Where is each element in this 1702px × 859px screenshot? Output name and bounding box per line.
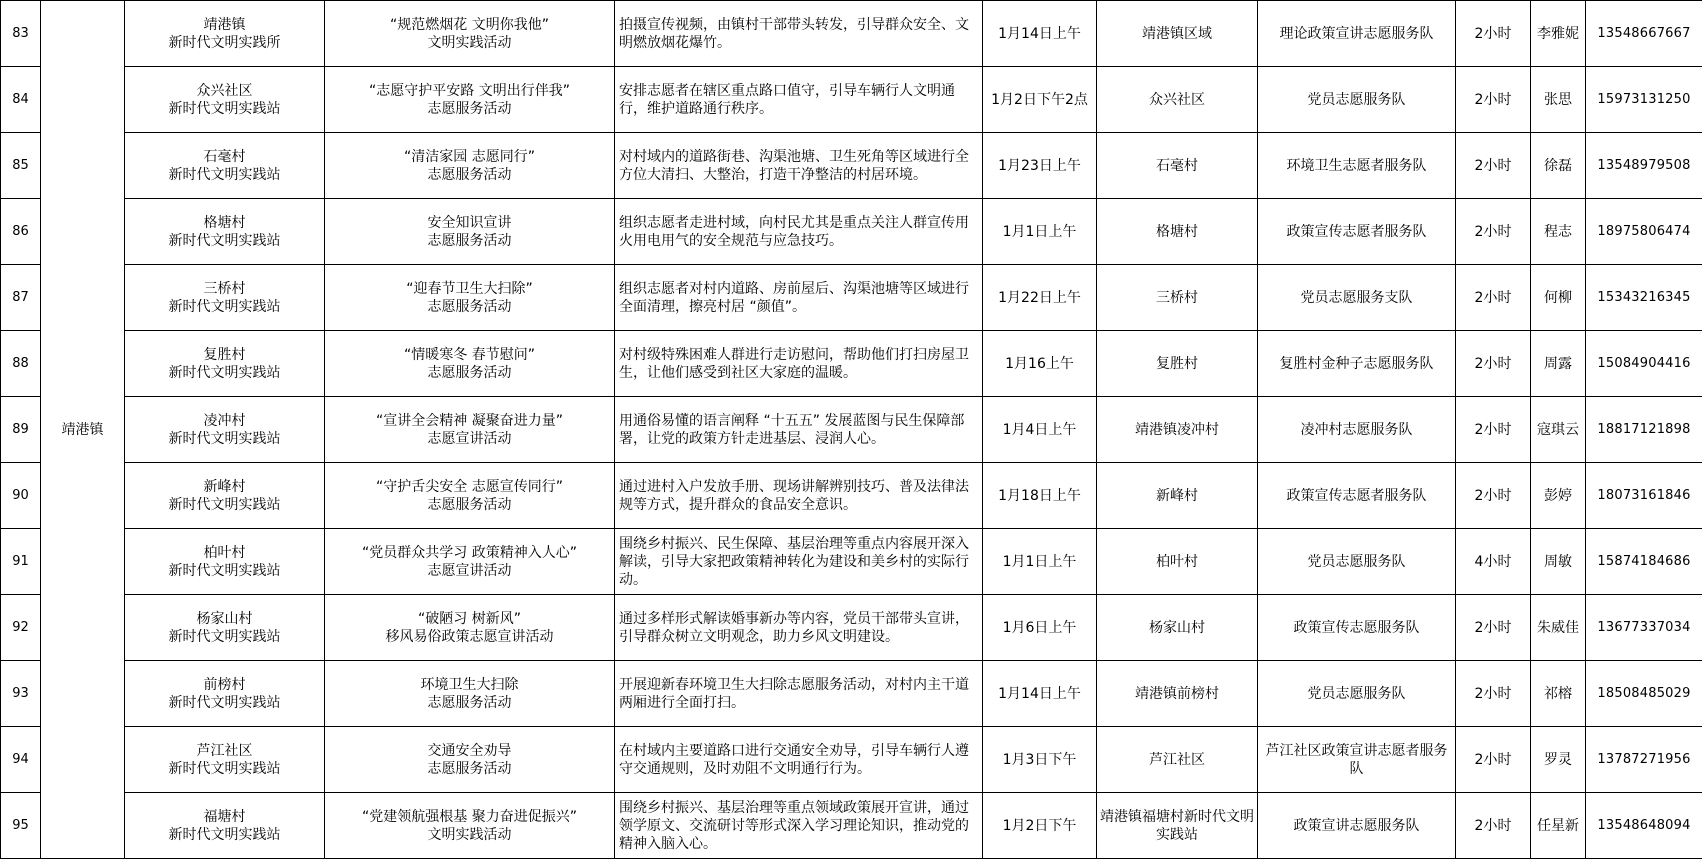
service-team: 党员志愿服务队 (1258, 67, 1456, 133)
practice-unit-line: 靖港镇 (203, 16, 246, 33)
activity-name-line: “党员群众共学习 政策精神入人心” (362, 544, 577, 561)
practice-unit-line: 新时代文明实践站 (168, 826, 281, 843)
contact-phone: 13787271956 (1586, 727, 1702, 793)
row-number: 83 (1, 1, 41, 67)
activity-place: 复胜村 (1097, 331, 1258, 397)
activity-name-line: 志愿服务活动 (427, 694, 512, 711)
activity-name-line: 志愿服务活动 (427, 364, 512, 381)
activity-name (325, 331, 615, 397)
practice-unit-line: 新时代文明实践站 (168, 628, 281, 645)
duration: 2小时 (1456, 793, 1531, 859)
contact-person: 徐磊 (1531, 133, 1586, 199)
practice-unit (125, 331, 325, 397)
practice-unit-line: 新峰村 (203, 478, 246, 495)
practice-unit-line: 新时代文明实践站 (168, 364, 281, 381)
activity-name-line: 移风易俗政策志愿宣讲活动 (385, 628, 554, 645)
activity-name-line: 志愿服务活动 (427, 232, 512, 249)
practice-unit (125, 727, 325, 793)
activity-place: 芦江社区 (1097, 727, 1258, 793)
contact-person: 周露 (1531, 331, 1586, 397)
practice-unit-line: 新时代文明实践站 (168, 760, 281, 777)
service-team: 政策宣传志愿者服务队 (1258, 463, 1456, 529)
activity-content: 组织志愿者对村内道路、房前屋后、沟渠池塘等区域进行全面清理，擦亮村居 “颜值”。 (615, 265, 983, 331)
duration: 2小时 (1456, 265, 1531, 331)
activity-time: 1月1日上午 (983, 199, 1097, 265)
practice-unit (125, 133, 325, 199)
service-team: 凌冲村志愿服务队 (1258, 397, 1456, 463)
practice-unit-line: 众兴社区 (196, 82, 253, 99)
activity-place: 靖港镇前榜村 (1097, 661, 1258, 727)
table-row (1, 133, 1702, 199)
duration: 2小时 (1456, 199, 1531, 265)
activity-name (325, 265, 615, 331)
activity-time: 1月14日上午 (983, 1, 1097, 67)
activity-place: 靖港镇区域 (1097, 1, 1258, 67)
table-row (1, 529, 1702, 595)
activity-name (325, 397, 615, 463)
activity-time: 1月3日下午 (983, 727, 1097, 793)
activity-time: 1月4日上午 (983, 397, 1097, 463)
row-number: 94 (1, 727, 41, 793)
table-row (1, 1, 1702, 67)
activity-content: 通过进村入户发放手册、现场讲解辨别技巧、普及法律法规等方式，提升群众的食品安全意识。 (615, 463, 983, 529)
practice-unit-line: 福塘村 (203, 808, 246, 825)
practice-unit-line: 新时代文明实践站 (168, 430, 281, 447)
activity-content: 安排志愿者在辖区重点路口值守，引导车辆行人文明通行，维护道路通行秩序。 (615, 67, 983, 133)
practice-unit-line: 新时代文明实践所 (168, 34, 281, 51)
contact-person: 罗灵 (1531, 727, 1586, 793)
service-team: 环境卫生志愿者服务队 (1258, 133, 1456, 199)
practice-unit-line: 凌冲村 (203, 412, 246, 429)
contact-person: 彭婷 (1531, 463, 1586, 529)
duration: 2小时 (1456, 463, 1531, 529)
duration: 2小时 (1456, 661, 1531, 727)
contact-person: 李雅妮 (1531, 1, 1586, 67)
table-row (1, 793, 1702, 859)
activity-name (325, 595, 615, 661)
activity-name-line: “党建领航强根基 聚力奋进促振兴” (362, 808, 577, 825)
activity-name-line: “规范燃烟花 文明你我他” (390, 16, 549, 33)
contact-phone: 18508485029 (1586, 661, 1702, 727)
practice-unit (125, 793, 325, 859)
activity-place: 杨家山村 (1097, 595, 1258, 661)
activity-name (325, 661, 615, 727)
contact-person: 何柳 (1531, 265, 1586, 331)
contact-person: 程志 (1531, 199, 1586, 265)
service-team: 政策宣传志愿者服务队 (1258, 199, 1456, 265)
contact-phone: 13677337034 (1586, 595, 1702, 661)
contact-phone: 13548667667 (1586, 1, 1702, 67)
contact-phone: 15874184686 (1586, 529, 1702, 595)
activity-content: 围绕乡村振兴、民生保障、基层治理等重点内容展开深入解读，引导大家把政策精神转化为建设和美乡村的实际行动。 (615, 529, 983, 595)
activity-name (325, 529, 615, 595)
activity-name (325, 133, 615, 199)
activity-content: 用通俗易懂的语言阐释 “十五五” 发展蓝图与民生保障部署，让党的政策方针走进基层、浸润人心。 (615, 397, 983, 463)
activity-name-line: 交通安全劝导 (427, 742, 512, 759)
activity-time: 1月6日上午 (983, 595, 1097, 661)
practice-unit (125, 67, 325, 133)
duration: 2小时 (1456, 727, 1531, 793)
activity-name (325, 1, 615, 67)
row-number: 91 (1, 529, 41, 595)
service-team: 政策宣传志愿服务队 (1258, 595, 1456, 661)
service-team: 党员志愿服务队 (1258, 529, 1456, 595)
activity-name-line: “情暖寒冬 春节慰问” (404, 346, 535, 363)
contact-phone: 13548648094 (1586, 793, 1702, 859)
table-row (1, 595, 1702, 661)
table-row (1, 727, 1702, 793)
practice-unit (125, 529, 325, 595)
table-row (1, 67, 1702, 133)
practice-unit-line: 石毫村 (203, 148, 246, 165)
activity-name (325, 463, 615, 529)
table-row (1, 331, 1702, 397)
activity-name-line: “破陋习 树新风” (418, 610, 521, 627)
activity-content: 对村域内的道路街巷、沟渠池塘、卫生死角等区域进行全方位大清扫、大整治，打造干净整洁的村居环境。 (615, 133, 983, 199)
practice-unit (125, 595, 325, 661)
activity-time: 1月2日下午 (983, 793, 1097, 859)
activity-name-line: “迎春节卫生大扫除” (406, 280, 533, 297)
row-number: 90 (1, 463, 41, 529)
activity-name-line: 志愿宣讲活动 (427, 562, 512, 579)
service-team: 芦江社区政策宣讲志愿者服务队 (1258, 727, 1456, 793)
contact-phone: 18073161846 (1586, 463, 1702, 529)
table-row (1, 661, 1702, 727)
activity-name-line: “清洁家园 志愿同行” (404, 148, 535, 165)
contact-phone: 15973131250 (1586, 67, 1702, 133)
row-number: 93 (1, 661, 41, 727)
contact-person: 朱威佳 (1531, 595, 1586, 661)
table-row (1, 397, 1702, 463)
activity-time: 1月14日上午 (983, 661, 1097, 727)
practice-unit-line: 三桥村 (203, 280, 246, 297)
table-body (1, 1, 1702, 859)
service-team: 政策宣讲志愿服务队 (1258, 793, 1456, 859)
contact-person: 寇琪云 (1531, 397, 1586, 463)
activity-content: 通过多样形式解读婚事新办等内容，党员干部带头宣讲，引导群众树立文明观念，助力乡风文明建设。 (615, 595, 983, 661)
practice-unit-line: 复胜村 (203, 346, 246, 363)
activity-name-line: “守护舌尖安全 志愿宣传同行” (376, 478, 563, 495)
service-team: 复胜村金种子志愿服务队 (1258, 331, 1456, 397)
practice-unit-line: 新时代文明实践站 (168, 100, 281, 117)
activity-name-line: 志愿服务活动 (427, 760, 512, 777)
practice-unit (125, 199, 325, 265)
activity-time: 1月16上午 (983, 331, 1097, 397)
activity-content: 在村域内主要道路口进行交通安全劝导，引导车辆行人遵守交通规则，及时劝阻不文明通行行为。 (615, 727, 983, 793)
practice-unit-line: 新时代文明实践站 (168, 694, 281, 711)
table-row (1, 265, 1702, 331)
practice-unit (125, 661, 325, 727)
service-team: 党员志愿服务支队 (1258, 265, 1456, 331)
activity-name-line: “宣讲全会精神 凝聚奋进力量” (376, 412, 563, 429)
activity-name (325, 727, 615, 793)
activity-name-line: 文明实践活动 (427, 34, 512, 51)
service-team: 理论政策宣讲志愿服务队 (1258, 1, 1456, 67)
activity-place: 靖港镇福塘村新时代文明实践站 (1097, 793, 1258, 859)
activity-place: 众兴社区 (1097, 67, 1258, 133)
practice-unit (125, 397, 325, 463)
activity-place: 三桥村 (1097, 265, 1258, 331)
row-number: 92 (1, 595, 41, 661)
activity-place: 柏叶村 (1097, 529, 1258, 595)
activity-name-line: 志愿服务活动 (427, 166, 512, 183)
practice-unit-line: 新时代文明实践站 (168, 496, 281, 513)
row-number: 95 (1, 793, 41, 859)
activity-content: 对村级特殊困难人群进行走访慰问，帮助他们打扫房屋卫生，让他们感受到社区大家庭的温暖。 (615, 331, 983, 397)
row-number: 86 (1, 199, 41, 265)
duration: 2小时 (1456, 397, 1531, 463)
contact-person: 任星新 (1531, 793, 1586, 859)
practice-unit-line: 新时代文明实践站 (168, 232, 281, 249)
practice-unit-line: 芦江社区 (196, 742, 253, 759)
activity-time: 1月2日下午2点 (983, 67, 1097, 133)
activity-content: 拍摄宣传视频，由镇村干部带头转发，引导群众安全、文明燃放烟花爆竹。 (615, 1, 983, 67)
activity-time: 1月23日上午 (983, 133, 1097, 199)
row-number: 88 (1, 331, 41, 397)
practice-unit-line: 新时代文明实践站 (168, 562, 281, 579)
activity-name-line: 环境卫生大扫除 (420, 676, 519, 693)
contact-phone: 18817121898 (1586, 397, 1702, 463)
activity-place: 靖港镇凌冲村 (1097, 397, 1258, 463)
duration: 2小时 (1456, 133, 1531, 199)
practice-unit-line: 柏叶村 (203, 544, 246, 561)
activity-name-line: 志愿服务活动 (427, 298, 512, 315)
activity-name (325, 67, 615, 133)
service-team: 党员志愿服务队 (1258, 661, 1456, 727)
row-number: 84 (1, 67, 41, 133)
activity-name-line: 志愿宣讲活动 (427, 430, 512, 447)
activity-name (325, 793, 615, 859)
activity-name (325, 199, 615, 265)
activity-name-line: “志愿守护平安路 文明出行伴我” (369, 82, 570, 99)
row-number: 87 (1, 265, 41, 331)
contact-person: 张思 (1531, 67, 1586, 133)
contact-phone: 13548979508 (1586, 133, 1702, 199)
practice-unit (125, 1, 325, 67)
duration: 2小时 (1456, 67, 1531, 133)
activity-content: 开展迎新春环境卫生大扫除志愿服务活动，对村内主干道两厢进行全面打扫。 (615, 661, 983, 727)
table-row (1, 463, 1702, 529)
duration: 2小时 (1456, 1, 1531, 67)
duration: 2小时 (1456, 595, 1531, 661)
activity-content: 围绕乡村振兴、基层治理等重点领域政策展开宣讲，通过领学原文、交流研讨等形式深入学习理论知识，推动党的精神入脑入心。 (615, 793, 983, 859)
contact-phone: 15084904416 (1586, 331, 1702, 397)
practice-unit-line: 杨家山村 (196, 610, 253, 627)
duration: 4小时 (1456, 529, 1531, 595)
activity-name-line: 志愿服务活动 (427, 100, 512, 117)
activity-time: 1月1日上午 (983, 529, 1097, 595)
activity-place: 格塘村 (1097, 199, 1258, 265)
activity-place: 石毫村 (1097, 133, 1258, 199)
activity-name-line: 文明实践活动 (427, 826, 512, 843)
contact-phone: 18975806474 (1586, 199, 1702, 265)
row-number: 89 (1, 397, 41, 463)
activity-time: 1月18日上午 (983, 463, 1097, 529)
activity-name-line: 志愿服务活动 (427, 496, 512, 513)
contact-phone: 15343216345 (1586, 265, 1702, 331)
practice-unit-line: 格塘村 (203, 214, 246, 231)
contact-person: 祁榕 (1531, 661, 1586, 727)
row-number: 85 (1, 133, 41, 199)
practice-unit (125, 265, 325, 331)
practice-unit (125, 463, 325, 529)
duration: 2小时 (1456, 331, 1531, 397)
practice-unit-line: 新时代文明实践站 (168, 298, 281, 315)
activity-place: 新峰村 (1097, 463, 1258, 529)
table-row (1, 199, 1702, 265)
activity-name-line: 安全知识宣讲 (427, 214, 512, 231)
contact-person: 周敏 (1531, 529, 1586, 595)
activity-content: 组织志愿者走进村域，向村民尤其是重点关注人群宣传用火用电用气的安全规范与应急技巧。 (615, 199, 983, 265)
town-name: 靖港镇 (41, 1, 125, 859)
practice-unit-line: 新时代文明实践站 (168, 166, 281, 183)
activity-time: 1月22日上午 (983, 265, 1097, 331)
practice-unit-line: 前榜村 (203, 676, 246, 693)
